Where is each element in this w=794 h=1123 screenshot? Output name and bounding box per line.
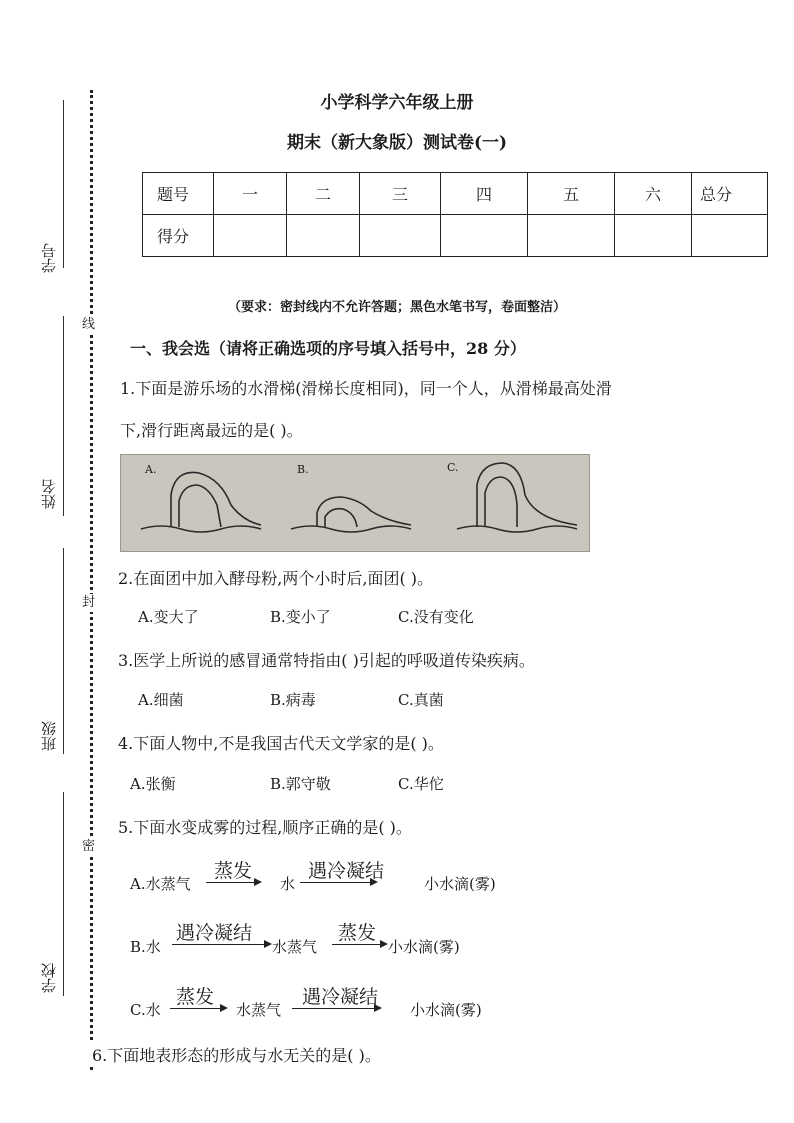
score-input-cell[interactable] (615, 215, 692, 257)
q5-c-arrow1-label: 蒸发 (176, 986, 215, 1008)
q5-option-a-mid: 水 (280, 875, 296, 893)
q5-a-arrow1-label: 蒸发 (214, 860, 253, 882)
arrow-right-icon (206, 882, 256, 883)
table-cell: 二 (287, 173, 360, 215)
seal-mark-seal: 封 (82, 595, 96, 610)
name-underline (63, 316, 64, 516)
arrow-right-icon (292, 1008, 376, 1009)
q5-option-c-start: C.水 (130, 1001, 161, 1019)
question-2: 2.在面团中加入酵母粉,两个小时后,面团( )。 (118, 569, 434, 588)
page-title: 小学科学六年级上册 (320, 93, 474, 113)
table-cell: 四 (441, 173, 528, 215)
q4-option-b: B.郭守敬 (270, 775, 331, 793)
q3-option-b: B.病毒 (270, 691, 316, 709)
q5-b-arrow2-label: 蒸发 (338, 922, 377, 944)
table-cell: 得分 (143, 215, 214, 257)
q2-option-b: B.变小了 (270, 608, 331, 626)
water-slide-image (120, 454, 590, 552)
q4-option-c: C.华佗 (398, 775, 444, 793)
question-5: 5.下面水变成雾的过程,顺序正确的是( )。 (118, 818, 412, 837)
school-underline (63, 792, 64, 996)
class-label: 班级 (40, 721, 58, 751)
page-subtitle: 期末（新大象版）测试卷(一) (286, 133, 508, 153)
arrow-right-icon (172, 944, 266, 945)
q5-option-a-start: A.水蒸气 (130, 875, 191, 893)
question-1-line-2: 下,滑行距离最远的是( )。 (120, 421, 303, 440)
table-cell: 一 (214, 173, 287, 215)
q3-option-c: C.真菌 (398, 691, 444, 709)
image-label-b: B. (297, 463, 309, 476)
q2-option-c: C.没有变化 (398, 608, 474, 626)
seal-mark-secret: 密 (82, 839, 96, 854)
table-cell: 三 (360, 173, 441, 215)
table-cell: 五 (528, 173, 615, 215)
section-heading: 一、我会选（请将正确选项的序号填入括号中，28 分） (130, 339, 526, 358)
q5-a-arrow2-label: 遇冷凝结 (308, 860, 385, 882)
q5-option-c-end: 小水滴(雾) (410, 1001, 482, 1019)
q3-option-a: A.细菌 (138, 691, 184, 709)
arrow-head-icon (374, 1004, 382, 1012)
water-slide-drawing (121, 455, 589, 551)
table-row (143, 173, 768, 215)
image-label-c: C. (447, 461, 459, 474)
table-cell: 六 (615, 173, 692, 215)
score-input-cell[interactable] (287, 215, 360, 257)
arrow-head-icon (380, 940, 388, 948)
score-input-cell[interactable] (441, 215, 528, 257)
table-row (143, 215, 768, 257)
question-4: 4.下面人物中,不是我国古代天文学家的是( )。 (118, 734, 444, 753)
q5-option-b-start: B.水 (130, 938, 161, 956)
student-id-underline (63, 100, 64, 268)
score-input-cell[interactable] (214, 215, 287, 257)
q5-option-a-end: 小水滴(雾) (424, 875, 496, 893)
q5-option-b-end: 小水滴(雾) (388, 938, 460, 956)
school-label: 学校 (40, 963, 58, 993)
arrow-head-icon (264, 940, 272, 948)
seal-mark-line: 线 (82, 317, 96, 332)
score-input-cell[interactable] (692, 215, 768, 257)
table-cell: 总分 (692, 173, 768, 215)
q5-b-arrow1-label: 遇冷凝结 (176, 922, 253, 944)
q4-option-a: A.张衡 (130, 775, 176, 793)
q2-option-a: A.变大了 (138, 608, 199, 626)
image-label-a: A. (145, 463, 157, 476)
arrow-head-icon (254, 878, 262, 886)
exam-requirements-note: （要求：密封线内不允许答题；黑色水笔书写，卷面整洁） (227, 300, 566, 315)
q5-option-c-mid: 水蒸气 (236, 1001, 282, 1019)
q5-c-arrow2-label: 遇冷凝结 (302, 986, 379, 1008)
score-table (142, 172, 768, 257)
name-label: 姓名 (40, 479, 58, 509)
arrow-right-icon (170, 1008, 222, 1009)
score-input-cell[interactable] (528, 215, 615, 257)
question-1-line-1: 1.下面是游乐场的水滑梯(滑梯长度相同)，同一个人，从滑梯最高处滑 (120, 379, 612, 398)
arrow-right-icon (300, 882, 372, 883)
seal-dotted-line (90, 90, 93, 1070)
score-input-cell[interactable] (360, 215, 441, 257)
arrow-right-icon (332, 944, 382, 945)
q5-option-b-mid: 水蒸气 (272, 938, 318, 956)
class-underline (63, 548, 64, 754)
table-cell: 题号 (143, 173, 214, 215)
question-6: 6.下面地表形态的形成与水无关的是( )。 (90, 1043, 381, 1066)
arrow-head-icon (370, 878, 378, 886)
arrow-head-icon (220, 1004, 228, 1012)
question-3: 3.医学上所说的感冒通常特指由( )引起的呼吸道传染疾病。 (118, 651, 535, 670)
student-id-label: 学号 (40, 243, 58, 273)
